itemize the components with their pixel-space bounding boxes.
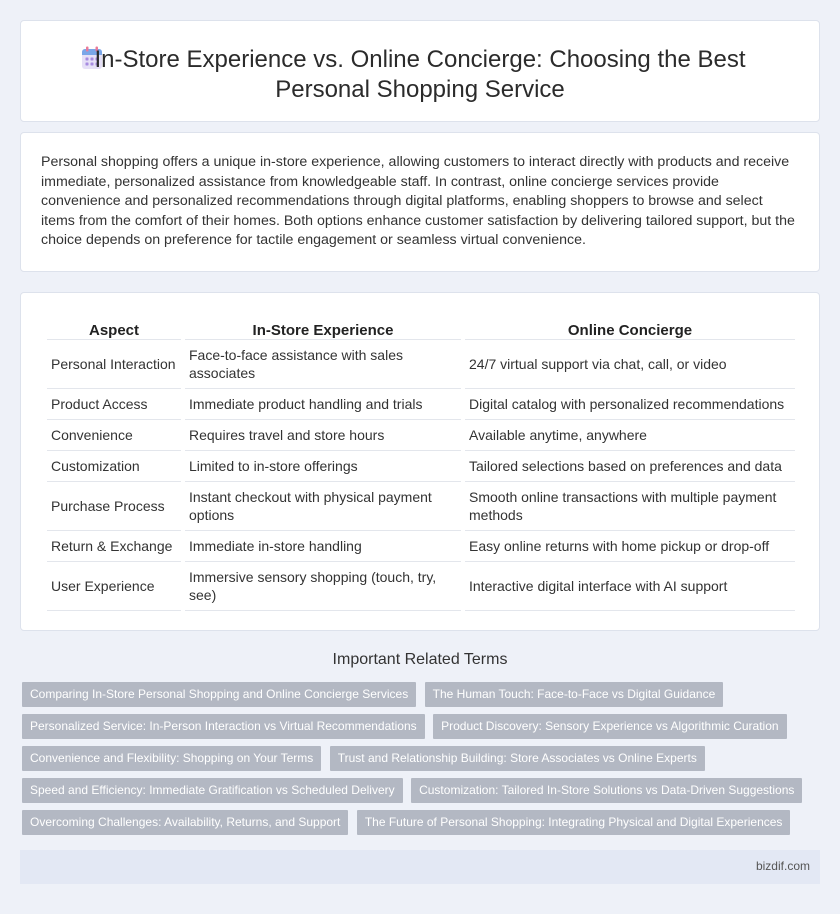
table-cell: Return & Exchange xyxy=(47,531,181,562)
tag-row xyxy=(22,810,812,842)
table-cell: Convenience xyxy=(47,420,181,451)
table-cell: Customization xyxy=(47,451,181,482)
table-cell: Purchase Process xyxy=(47,482,181,531)
table-cell: Requires travel and store hours xyxy=(185,420,461,451)
table-cell: Product Access xyxy=(47,389,181,420)
tag-row xyxy=(22,682,812,714)
table-cell: Instant checkout with physical payment options xyxy=(185,482,461,531)
tag-row xyxy=(22,778,812,810)
related-terms-title: Important Related Terms xyxy=(332,651,508,668)
related-term-tag[interactable]: Trust and Relationship Building: Store Associates vs Online Experts xyxy=(330,746,705,771)
page-title xyxy=(21,45,819,105)
related-terms-list xyxy=(22,682,812,842)
table-cell: Immersive sensory shopping (touch, try, see) xyxy=(185,562,461,611)
header-card xyxy=(20,20,820,122)
related-term-tag[interactable]: Product Discovery: Sensory Experience vs Algorithmic Curation xyxy=(433,714,786,739)
table-cell: Smooth online transactions with multiple payment methods xyxy=(465,482,795,531)
header-online: Online Concierge xyxy=(465,317,795,340)
table-cell: Interactive digital interface with AI support xyxy=(465,562,795,611)
related-term-tag[interactable]: The Human Touch: Face-to-Face vs Digital Guidance xyxy=(425,682,724,707)
table-cell: Face-to-face assistance with sales associates xyxy=(185,340,461,389)
header-in-store: In-Store Experience xyxy=(185,317,461,340)
table-row xyxy=(47,420,795,451)
table-cell: Personal Interaction xyxy=(47,340,181,389)
tag-row xyxy=(22,746,812,778)
page-title-line-2: Personal Shopping Service xyxy=(275,76,565,103)
intro-card xyxy=(20,132,820,272)
table-cell: Limited to in-store offerings xyxy=(185,451,461,482)
related-term-tag[interactable]: Convenience and Flexibility: Shopping on Your Terms xyxy=(22,746,321,771)
table-cell: Easy online returns with home pickup or drop-off xyxy=(465,531,795,562)
comparison-table-card xyxy=(20,292,820,631)
table-cell: Immediate in-store handling xyxy=(185,531,461,562)
related-term-tag[interactable]: The Future of Personal Shopping: Integrating Physical and Digital Experiences xyxy=(357,810,791,835)
table-cell: 24/7 virtual support via chat, call, or video xyxy=(465,340,795,389)
intro-paragraph: Personal shopping offers a unique in-store experience, allowing customers to interact directly with products and receive immediate, personalized assistance from knowledgeable staff. In contrast, online concierge services provide convenience and personalized recommendations through digital platforms, enabling shoppers to browse and select items from the comfort of their homes. Both options enhance customer satisfaction by delivering tailored support, but the choice depends on preference for tactile engagement or seamless virtual convenience. xyxy=(41,154,795,249)
table-row xyxy=(47,389,795,420)
table-row xyxy=(47,531,795,562)
related-term-tag[interactable]: Customization: Tailored In-Store Solutions vs Data-Driven Suggestions xyxy=(411,778,802,803)
related-term-tag[interactable]: Comparing In-Store Personal Shopping and Online Concierge Services xyxy=(22,682,416,707)
table-row xyxy=(47,482,795,531)
comparison-table xyxy=(43,317,799,611)
footer xyxy=(20,850,820,884)
footer-brand-link[interactable]: bizdif.com xyxy=(755,859,810,873)
page-title-line-1: In-Store Experience vs. Online Concierge: Choosing the Best xyxy=(94,46,746,73)
related-term-tag[interactable]: Overcoming Challenges: Availability, Returns, and Support xyxy=(22,810,348,835)
table-row xyxy=(47,340,795,389)
tag-row xyxy=(22,714,812,746)
related-term-tag[interactable]: Speed and Efficiency: Immediate Gratification vs Scheduled Delivery xyxy=(22,778,403,803)
table-row xyxy=(47,562,795,611)
table-cell: Available anytime, anywhere xyxy=(465,420,795,451)
table-cell: User Experience xyxy=(47,562,181,611)
table-row xyxy=(47,451,795,482)
table-cell: Immediate product handling and trials xyxy=(185,389,461,420)
related-term-tag[interactable]: Personalized Service: In-Person Interaction vs Virtual Recommendations xyxy=(22,714,425,739)
table-header-row xyxy=(47,317,795,340)
header-aspect: Aspect xyxy=(47,317,181,340)
table-cell: Digital catalog with personalized recommendations xyxy=(465,389,795,420)
table-cell: Tailored selections based on preferences and data xyxy=(465,451,795,482)
